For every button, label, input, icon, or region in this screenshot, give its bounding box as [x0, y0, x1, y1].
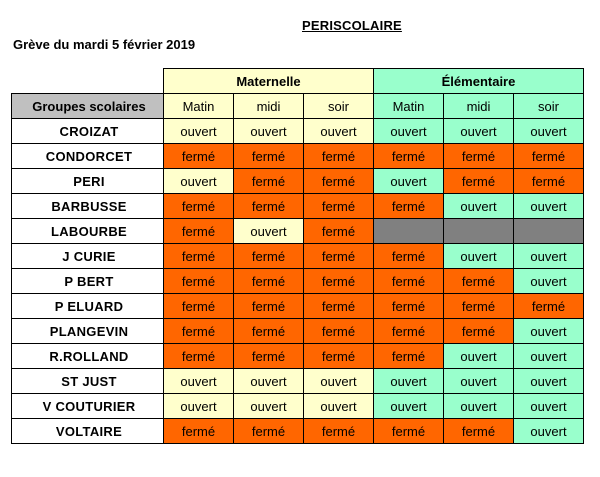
school-name: ST JUST [12, 369, 164, 394]
maternelle-header: Maternelle [164, 69, 374, 94]
school-name: LABOURBE [12, 219, 164, 244]
status-cell: ouvert [444, 244, 514, 269]
status-cell: fermé [164, 419, 234, 444]
table-row [12, 144, 584, 169]
table-row [12, 419, 584, 444]
status-cell: fermé [164, 269, 234, 294]
elementaire-header: Élémentaire [374, 69, 584, 94]
status-cell: ouvert [234, 394, 304, 419]
status-cell: fermé [234, 344, 304, 369]
table-row [12, 369, 584, 394]
status-cell: fermé [444, 294, 514, 319]
status-cell: ouvert [444, 119, 514, 144]
table-row [12, 319, 584, 344]
status-cell: fermé [164, 144, 234, 169]
status-cell: fermé [444, 169, 514, 194]
school-name: BARBUSSE [12, 194, 164, 219]
col-maternelle-matin: Matin [164, 94, 234, 119]
table-row [12, 269, 584, 294]
status-cell: ouvert [374, 394, 444, 419]
status-cell: fermé [514, 169, 584, 194]
status-cell: fermé [444, 144, 514, 169]
status-cell: ouvert [444, 194, 514, 219]
status-cell: fermé [234, 269, 304, 294]
status-cell: fermé [234, 419, 304, 444]
status-cell [444, 219, 514, 244]
table-row [12, 219, 584, 244]
status-cell: fermé [374, 144, 444, 169]
status-cell: ouvert [514, 344, 584, 369]
status-cell: fermé [304, 194, 374, 219]
page-subtitle: Grève du mardi 5 février 2019 [13, 37, 196, 52]
status-cell: fermé [304, 419, 374, 444]
school-name: P ELUARD [12, 294, 164, 319]
status-cell: ouvert [304, 394, 374, 419]
school-name: R.ROLLAND [12, 344, 164, 369]
schedule-table [11, 68, 584, 444]
col-maternelle-midi: midi [234, 94, 304, 119]
status-cell: ouvert [514, 269, 584, 294]
col-elementaire-matin: Matin [374, 94, 444, 119]
status-cell: fermé [234, 319, 304, 344]
status-cell: fermé [164, 294, 234, 319]
status-cell: fermé [374, 244, 444, 269]
status-cell: ouvert [444, 369, 514, 394]
status-cell: ouvert [514, 419, 584, 444]
status-cell: fermé [374, 344, 444, 369]
status-cell: ouvert [444, 394, 514, 419]
school-name: PERI [12, 169, 164, 194]
status-cell: fermé [304, 294, 374, 319]
status-cell: ouvert [164, 119, 234, 144]
status-cell: ouvert [374, 369, 444, 394]
status-cell: ouvert [514, 119, 584, 144]
status-cell: ouvert [374, 169, 444, 194]
col-elementaire-midi: midi [444, 94, 514, 119]
column-header-row [12, 94, 584, 119]
status-cell [514, 219, 584, 244]
status-cell: ouvert [514, 319, 584, 344]
status-cell: fermé [374, 294, 444, 319]
status-cell: fermé [234, 144, 304, 169]
status-cell: fermé [444, 269, 514, 294]
page-title: PERISCOLAIRE [302, 18, 402, 33]
status-cell: ouvert [164, 394, 234, 419]
status-cell: ouvert [514, 394, 584, 419]
status-cell: fermé [374, 194, 444, 219]
status-cell: ouvert [514, 244, 584, 269]
groups-label-header: Groupes scolaires [12, 94, 164, 119]
status-cell: fermé [164, 244, 234, 269]
status-cell: ouvert [234, 369, 304, 394]
group-header-row [12, 69, 584, 94]
status-cell: ouvert [164, 369, 234, 394]
status-cell: fermé [304, 144, 374, 169]
table-row [12, 244, 584, 269]
status-cell: fermé [514, 294, 584, 319]
table-row [12, 394, 584, 419]
status-cell: fermé [514, 144, 584, 169]
status-cell: fermé [234, 169, 304, 194]
status-cell: fermé [374, 269, 444, 294]
table-row [12, 194, 584, 219]
status-cell: ouvert [514, 369, 584, 394]
school-name: VOLTAIRE [12, 419, 164, 444]
status-cell: fermé [164, 319, 234, 344]
status-cell: fermé [304, 244, 374, 269]
table-row [12, 119, 584, 144]
school-name: PLANGEVIN [12, 319, 164, 344]
status-cell: ouvert [444, 344, 514, 369]
school-name: CONDORCET [12, 144, 164, 169]
status-cell: ouvert [234, 119, 304, 144]
status-cell: fermé [234, 194, 304, 219]
school-name: CROIZAT [12, 119, 164, 144]
school-name: P BERT [12, 269, 164, 294]
status-cell [374, 219, 444, 244]
status-cell: fermé [164, 194, 234, 219]
status-cell: fermé [164, 344, 234, 369]
table-row [12, 344, 584, 369]
status-cell: fermé [234, 294, 304, 319]
table-row [12, 294, 584, 319]
status-cell: fermé [304, 219, 374, 244]
status-cell: ouvert [304, 119, 374, 144]
status-cell: fermé [234, 244, 304, 269]
status-cell: fermé [444, 419, 514, 444]
status-cell: ouvert [164, 169, 234, 194]
status-cell: fermé [304, 319, 374, 344]
status-cell: ouvert [304, 369, 374, 394]
blank-corner [12, 69, 164, 94]
status-cell: fermé [374, 419, 444, 444]
school-name: J CURIE [12, 244, 164, 269]
col-elementaire-soir: soir [514, 94, 584, 119]
status-cell: fermé [304, 344, 374, 369]
status-cell: ouvert [234, 219, 304, 244]
table-row [12, 169, 584, 194]
status-cell: fermé [374, 319, 444, 344]
status-cell: fermé [304, 269, 374, 294]
school-name: V COUTURIER [12, 394, 164, 419]
col-maternelle-soir: soir [304, 94, 374, 119]
status-cell: ouvert [514, 194, 584, 219]
status-cell: fermé [164, 219, 234, 244]
status-cell: ouvert [374, 119, 444, 144]
status-cell: fermé [304, 169, 374, 194]
status-cell: fermé [444, 319, 514, 344]
